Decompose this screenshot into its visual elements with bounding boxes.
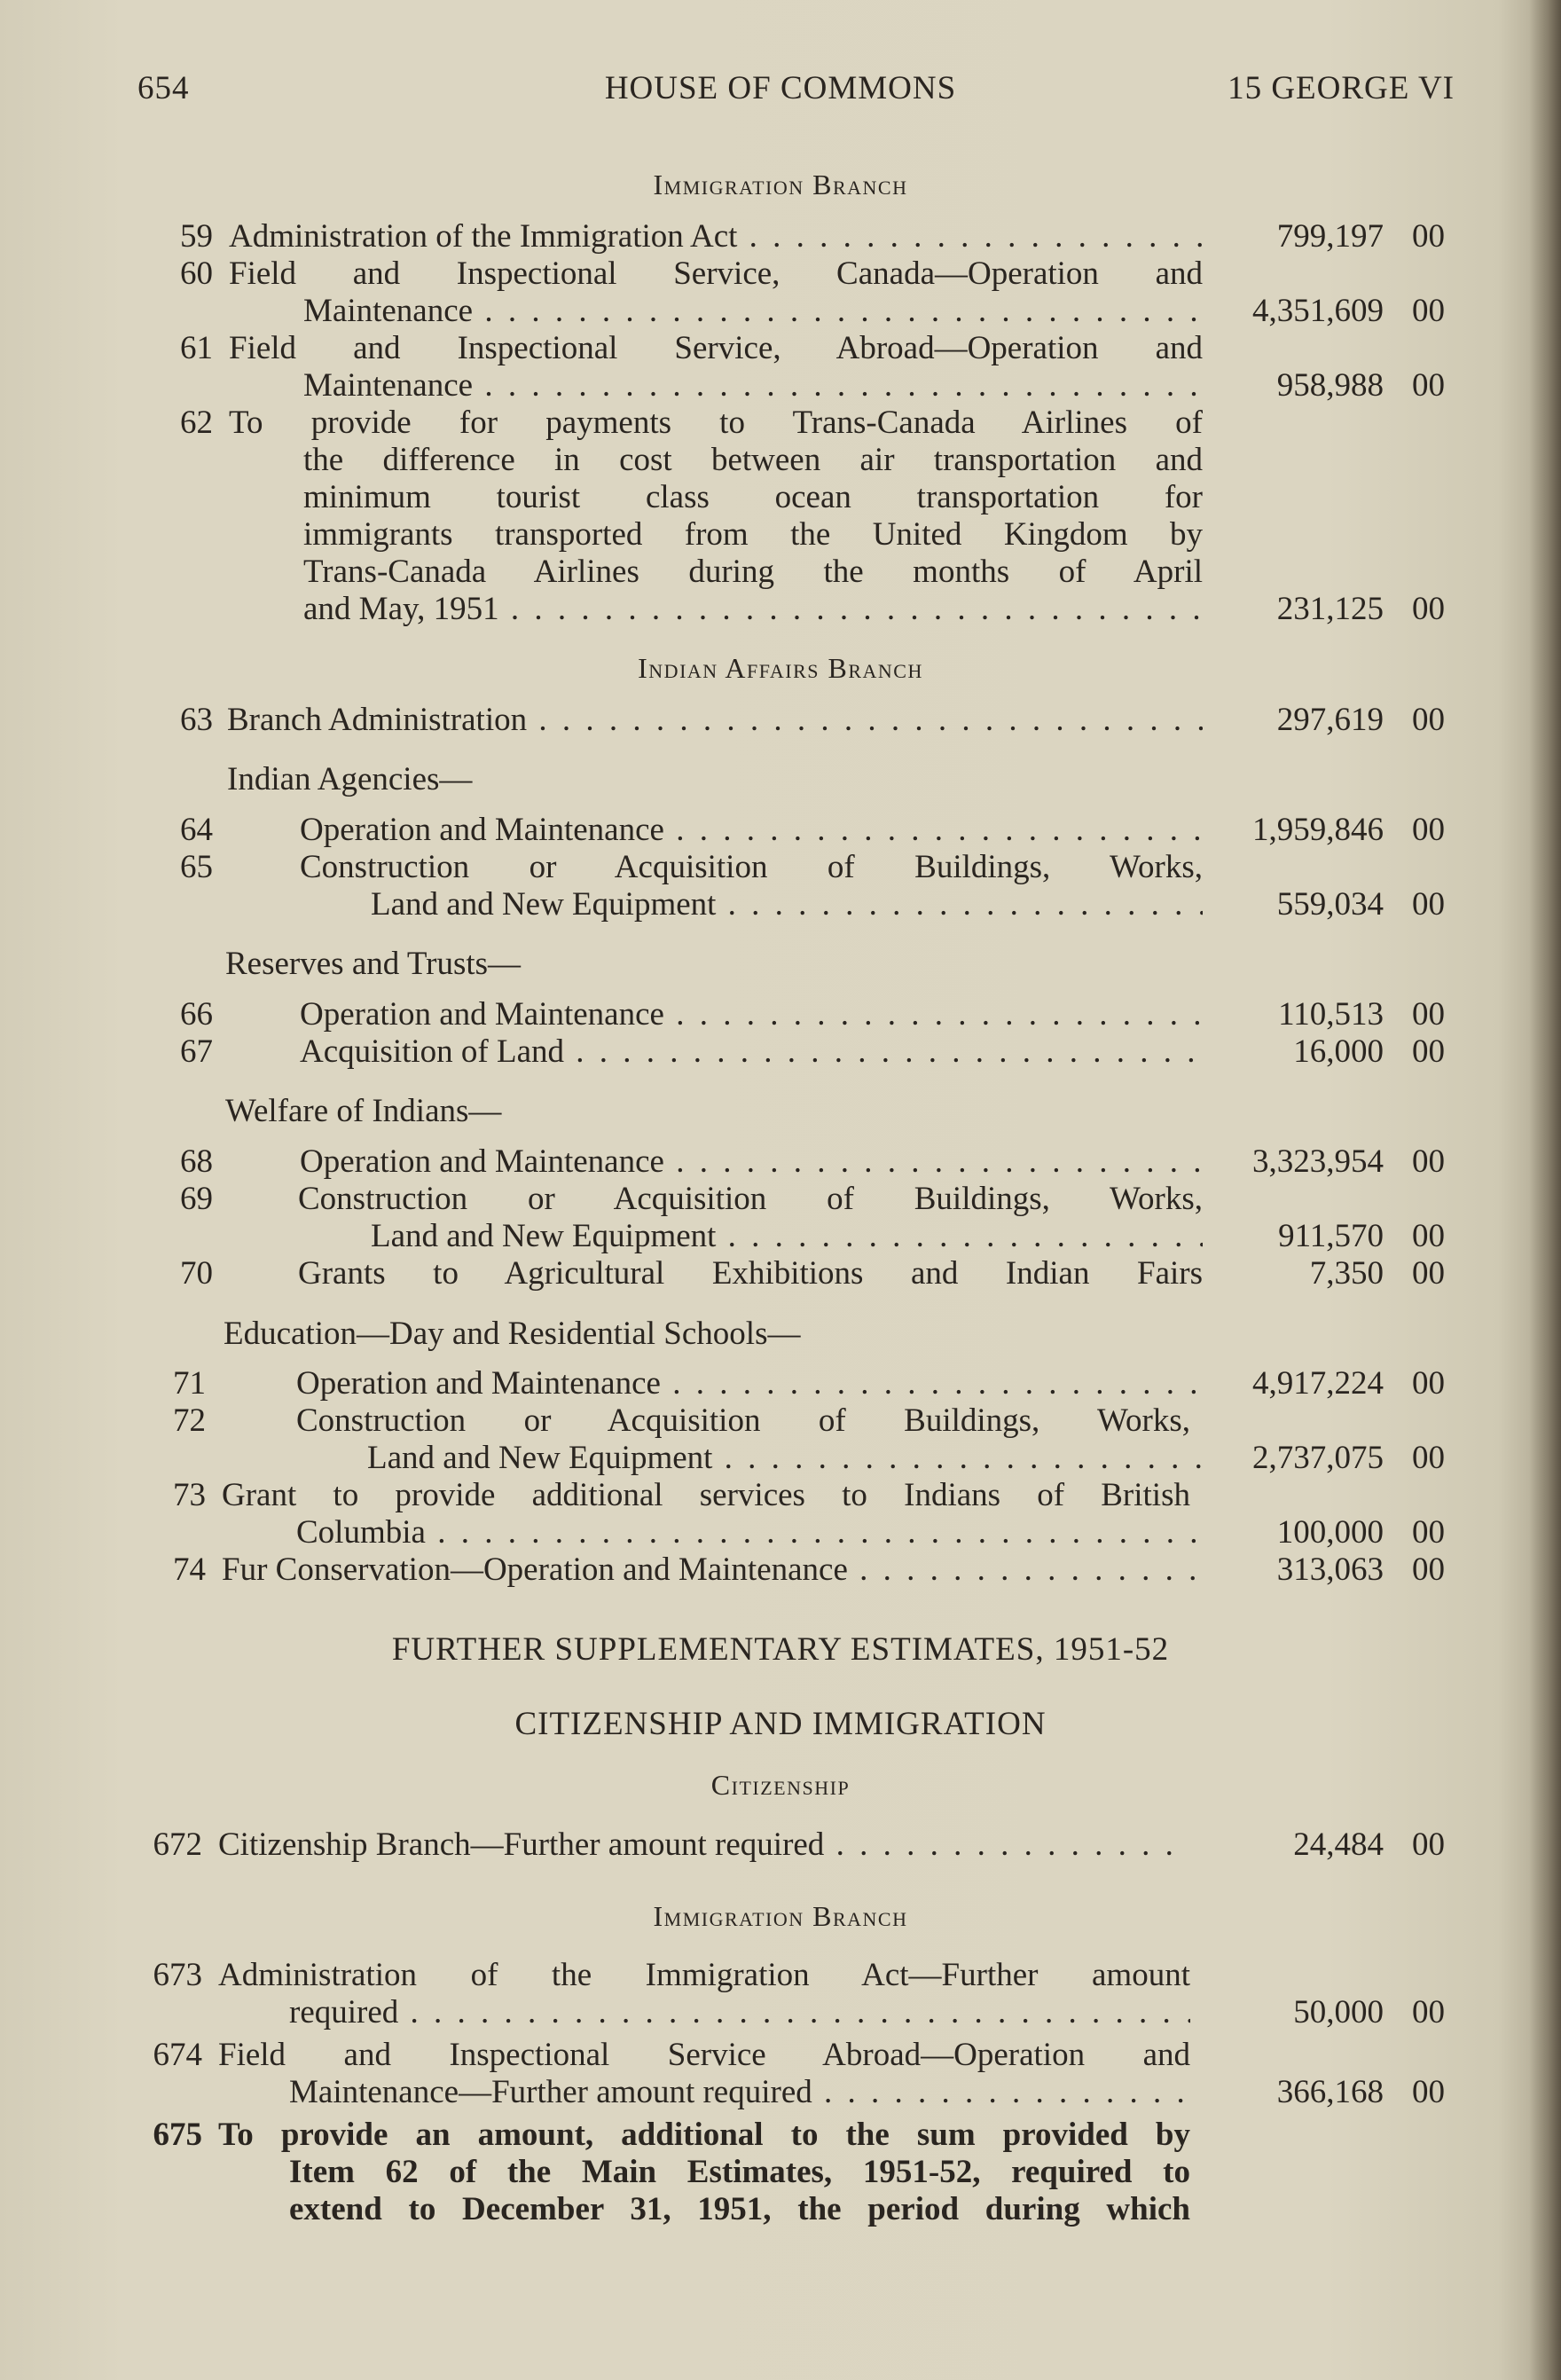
- item-cents: 00: [1412, 2074, 1445, 2110]
- item-description: Administration of the Immigration Act . . .: [229, 218, 1203, 255]
- estimate-row: [0, 995, 1561, 1034]
- item-description-line: Administration of the Immigration Act—Further amount: [218, 1957, 1190, 1993]
- estimate-row: [0, 1551, 1561, 1590]
- item-description: Operation and Maintenance . . .: [296, 1365, 1203, 1402]
- item-description-line: To provide for payments to Trans-Canada Airlines of: [229, 405, 1203, 441]
- department-title: CITIZENSHIP AND IMMIGRATION: [514, 1706, 1047, 1742]
- estimate-row-continuation: [0, 1217, 1561, 1256]
- estimate-row: [0, 329, 1561, 368]
- item-amount: 50,000: [1293, 1994, 1384, 2030]
- item-number: 68: [180, 1143, 213, 1180]
- item-number: 674: [153, 2037, 202, 2073]
- item-cents: 00: [1412, 591, 1445, 627]
- estimate-row-continuation: [0, 2073, 1561, 2112]
- item-number: 73: [173, 1477, 206, 1513]
- item-number: 66: [180, 996, 213, 1033]
- estimate-row-continuation: [0, 2190, 1561, 2229]
- item-amount: 559,034: [1276, 886, 1384, 923]
- item-description-line: Columbia . . .: [296, 1514, 1203, 1551]
- item-description: Acquisition of Land . . .: [300, 1033, 1203, 1070]
- estimate-row: [0, 1402, 1561, 1441]
- item-description-line: Maintenance . . .: [303, 367, 1203, 404]
- section-heading-immigration-further: Immigration Branch: [653, 1900, 908, 1932]
- item-description: Operation and Maintenance . . .: [300, 812, 1203, 848]
- estimate-row: [0, 1254, 1561, 1293]
- session-label: 15 GEORGE VI: [1228, 70, 1455, 106]
- item-description-line: required . . .: [289, 1994, 1190, 2030]
- item-cents: 00: [1412, 1033, 1445, 1070]
- item-cents: 00: [1412, 812, 1445, 848]
- item-number: 67: [180, 1033, 213, 1070]
- item-amount: 4,917,224: [1252, 1365, 1384, 1402]
- item-cents: 00: [1412, 218, 1445, 255]
- estimate-row: [0, 217, 1561, 256]
- item-amount: 100,000: [1276, 1514, 1384, 1551]
- estimate-row-continuation: [0, 515, 1561, 554]
- item-number: 59: [180, 218, 213, 255]
- item-description-line: Construction or Acquisition of Buildings, Works,: [300, 849, 1203, 885]
- item-description-line: Trans-Canada Airlines during the months of April: [303, 554, 1203, 590]
- item-cents: 00: [1412, 1218, 1445, 1254]
- item-amount: 3,323,954: [1252, 1143, 1384, 1180]
- item-description-line: Land and New Equipment . . .: [371, 886, 1203, 923]
- item-number: 673: [153, 1957, 202, 1993]
- item-description-line: Maintenance—Further amount required . . .: [289, 2074, 1190, 2110]
- item-cents: 00: [1412, 1826, 1445, 1863]
- item-description: Operation and Maintenance . . .: [300, 996, 1203, 1033]
- item-cents: 00: [1412, 1143, 1445, 1180]
- estimate-row-continuation: [0, 366, 1561, 405]
- item-number: 65: [180, 849, 213, 885]
- item-description: Branch Administration . . .: [227, 702, 1203, 738]
- item-description-line: Field and Inspectional Service Abroad—Operation and: [218, 2037, 1190, 2073]
- estimate-row: [0, 701, 1561, 740]
- estimate-row: [0, 404, 1561, 443]
- subsection-label-text: Welfare of Indians—: [225, 1093, 502, 1129]
- section-heading-citizenship: Citizenship: [710, 1769, 851, 1801]
- item-number: 63: [180, 702, 213, 738]
- item-amount: 110,513: [1278, 996, 1384, 1033]
- item-number: 675: [153, 2117, 202, 2153]
- estimate-row: [0, 255, 1561, 294]
- item-description-line: Land and New Equipment . . .: [367, 1440, 1203, 1476]
- item-description: Operation and Maintenance . . .: [300, 1143, 1203, 1180]
- item-amount: 7,350: [1309, 1255, 1384, 1292]
- estimate-row: [0, 1033, 1561, 1072]
- item-amount: 24,484: [1293, 1826, 1384, 1863]
- item-cents: 00: [1412, 367, 1445, 404]
- item-number: 672: [153, 1826, 202, 1863]
- item-description-line: the difference in cost between air transportation and: [303, 442, 1203, 478]
- item-amount: 313,063: [1276, 1551, 1384, 1588]
- section-heading-immigration: Immigration Branch: [653, 169, 908, 200]
- item-number: 60: [180, 255, 213, 292]
- item-description-line: immigrants transported from the United Kingdom by: [303, 516, 1203, 553]
- item-amount: 297,619: [1276, 702, 1384, 738]
- item-description-line: Maintenance . . .: [303, 293, 1203, 329]
- item-description-line: Construction or Acquisition of Buildings, Works,: [296, 1402, 1190, 1439]
- estimate-row-continuation: [0, 1993, 1561, 2032]
- item-amount: 2,737,075: [1252, 1440, 1384, 1476]
- estimate-row-continuation: [0, 885, 1561, 924]
- item-amount: 799,197: [1276, 218, 1384, 255]
- item-amount: 911,570: [1278, 1218, 1384, 1254]
- subsection-label-text: Education—Day and Residential Schools—: [224, 1316, 801, 1352]
- item-cents: 00: [1412, 886, 1445, 923]
- page-number: 654: [137, 70, 190, 106]
- item-cents: 00: [1412, 1514, 1445, 1551]
- supplementary-estimates-title: FURTHER SUPPLEMENTARY ESTIMATES, 1951-52: [391, 1631, 1170, 1668]
- subsection-label: [0, 945, 1561, 984]
- item-cents: 00: [1412, 702, 1445, 738]
- item-cents: 00: [1412, 1551, 1445, 1588]
- item-description-line: To provide an amount, additional to the sum provided by: [218, 2117, 1190, 2153]
- item-description-line: Item 62 of the Main Estimates, 1951-52, required to: [289, 2154, 1190, 2190]
- estimate-row-continuation: [0, 478, 1561, 517]
- item-amount: 16,000: [1293, 1033, 1384, 1070]
- estimate-row-continuation: [0, 292, 1561, 331]
- item-description: Grants to Agricultural Exhibitions and Indian Fairs: [298, 1255, 1203, 1292]
- estimate-row: [0, 848, 1561, 887]
- item-description-line: Construction or Acquisition of Buildings, Works,: [298, 1181, 1203, 1217]
- estimate-row: [0, 2036, 1561, 2075]
- item-cents: 00: [1412, 1255, 1445, 1292]
- item-amount: 4,351,609: [1252, 293, 1384, 329]
- subsection-label: [0, 1092, 1561, 1131]
- subsection-label: [0, 760, 1561, 799]
- page-title: HOUSE OF COMMONS: [604, 70, 957, 106]
- estimate-row-continuation: [0, 553, 1561, 592]
- item-cents: 00: [1412, 1994, 1445, 2030]
- estimate-row: [0, 1143, 1561, 1182]
- item-number: 69: [180, 1181, 213, 1217]
- item-number: 71: [173, 1365, 206, 1402]
- subsection-label-text: Reserves and Trusts—: [225, 946, 522, 982]
- estimate-row: [0, 1364, 1561, 1403]
- estimate-row: [0, 1180, 1561, 1219]
- item-cents: 00: [1412, 1365, 1445, 1402]
- estimate-row-continuation: [0, 1439, 1561, 1478]
- item-amount: 958,988: [1276, 367, 1384, 404]
- item-number: 72: [173, 1402, 206, 1439]
- item-description-line: Field and Inspectional Service, Abroad—Operation and: [229, 330, 1203, 366]
- subsection-label: [0, 1315, 1561, 1354]
- estimate-row-continuation: [0, 2153, 1561, 2192]
- item-description: Fur Conservation—Operation and Maintenance . . .: [222, 1551, 1203, 1588]
- item-description: Citizenship Branch—Further amount required . . .: [218, 1826, 1190, 1863]
- item-description-line: extend to December 31, 1951, the period during which: [289, 2191, 1190, 2227]
- estimate-row-continuation: [0, 441, 1561, 480]
- item-cents: 00: [1412, 293, 1445, 329]
- estimate-row: [0, 2116, 1561, 2155]
- subsection-label-text: Indian Agencies—: [227, 761, 473, 797]
- section-heading-indian-affairs: Indian Affairs Branch: [638, 652, 923, 684]
- estimate-row: [0, 811, 1561, 850]
- item-description-line: Field and Inspectional Service, Canada—Operation and: [229, 255, 1203, 292]
- item-amount: 1,959,846: [1252, 812, 1384, 848]
- item-cents: 00: [1412, 1440, 1445, 1476]
- item-number: 70: [180, 1255, 213, 1292]
- estimate-row: [0, 1476, 1561, 1515]
- item-cents: 00: [1412, 996, 1445, 1033]
- item-number: 74: [173, 1551, 206, 1588]
- item-description-line: Grant to provide additional services to Indians of British: [222, 1477, 1190, 1513]
- estimate-row-continuation: [0, 1513, 1561, 1552]
- item-description-line: Land and New Equipment . . .: [371, 1218, 1203, 1254]
- item-number: 62: [180, 405, 213, 441]
- item-amount: 231,125: [1276, 591, 1384, 627]
- estimate-row-continuation: [0, 590, 1561, 629]
- item-number: 61: [180, 330, 213, 366]
- estimate-row: [0, 1826, 1561, 1865]
- item-description-line: and May, 1951 . . .: [303, 591, 1203, 627]
- item-description-line: minimum tourist class ocean transportation for: [303, 479, 1203, 515]
- item-number: 64: [180, 812, 213, 848]
- item-amount: 366,168: [1276, 2074, 1384, 2110]
- estimate-row: [0, 1956, 1561, 1995]
